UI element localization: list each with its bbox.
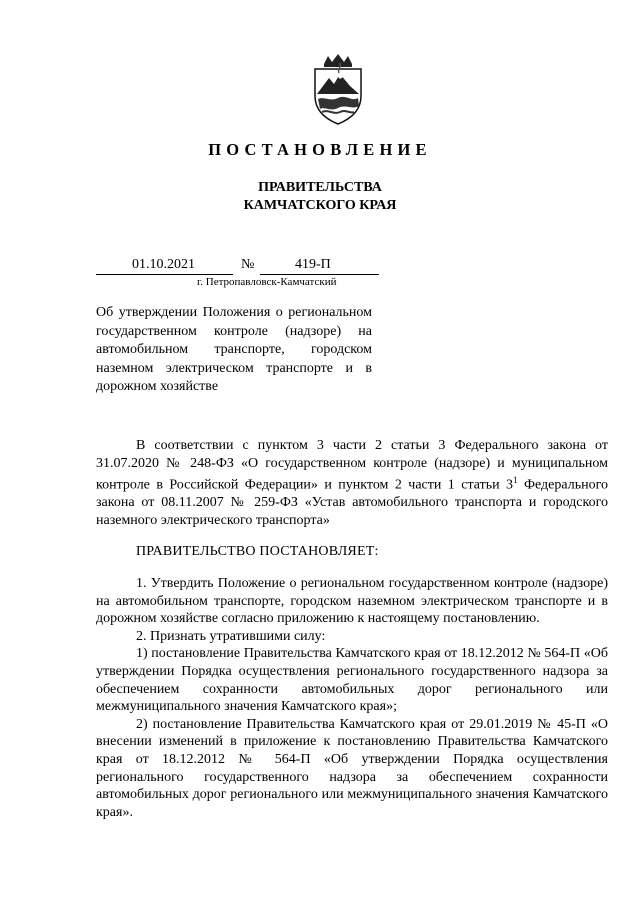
preamble-superscript: 1 <box>513 475 518 486</box>
document-date: 01.10.2021 <box>132 257 195 272</box>
item-2: 2. Признать утратившими силу: <box>136 628 326 644</box>
issuer-line-1: ПРАВИТЕЛЬСТВА <box>258 180 382 195</box>
date-underline <box>96 274 233 275</box>
coat-of-arms-emblem <box>310 52 366 126</box>
preamble-text: В соответствии с пунктом 3 части 2 статьи 3 Федерального закона от 31.07.2020 № 248-ФЗ «О государственном контроле (надзоре) и муниципальном контроле в Российской Федерации» и пунктом 2 части 1 статьи 3 <box>96 438 608 493</box>
number-sign: № <box>241 257 255 272</box>
city-label: г. Петропавловск-Камчатский <box>197 276 337 288</box>
item-2-1: 1) постановление Правительства Камчатского края от 18.12.2012 № 564-П «Об утверждении Порядка осуществления регионального государственного надзора за обеспечением сохранности автомобильных дорог регионального или межмуниципального значения Камчатского края»; <box>96 646 608 715</box>
emblem-icon <box>310 52 366 126</box>
document-subject: Об утверждении Положения о региональном государственном контроле (надзоре) на автомобильном транспорте, городском наземном электрическом транспорте и в дорожном хозяйстве <box>96 305 372 394</box>
number-underline <box>260 274 379 275</box>
document-number: 419-П <box>295 257 331 272</box>
item-1: 1. Утвердить Положение о региональном государственном контроле (надзоре) на автомобильном транспорте, городском наземном электрическом транспорте и в дорожном хозяйстве согласно приложению к настоящему постановлению. <box>96 576 608 627</box>
preamble-paragraph <box>96 437 608 530</box>
issuer-line-2: КАМЧАТСКОГО КРАЯ <box>243 198 397 213</box>
document-title: ПОСТАНОВЛЕНИЕ <box>208 140 432 159</box>
preamble-text-end: Федерального закона от 08.11.2007 № 259-ФЗ «Устав автомобильного транспорта и городского наземного электрического транспорта» <box>96 477 608 529</box>
item-2-2: 2) постановление Правительства Камчатского края от 29.01.2019 № 45-П «О внесении изменений в приложение к постановлению Правительства Камчатского края от 18.12.2012 № 564-П «Об утверждении Порядка осуществления регионального государственного надзора за обеспечением сохранности автомобильных дорог регионального или межмуниципального значения Камчатского края». <box>96 716 608 820</box>
decree-body <box>96 575 608 821</box>
decree-heading: ПРАВИТЕЛЬСТВО ПОСТАНОВЛЯЕТ: <box>136 544 379 559</box>
